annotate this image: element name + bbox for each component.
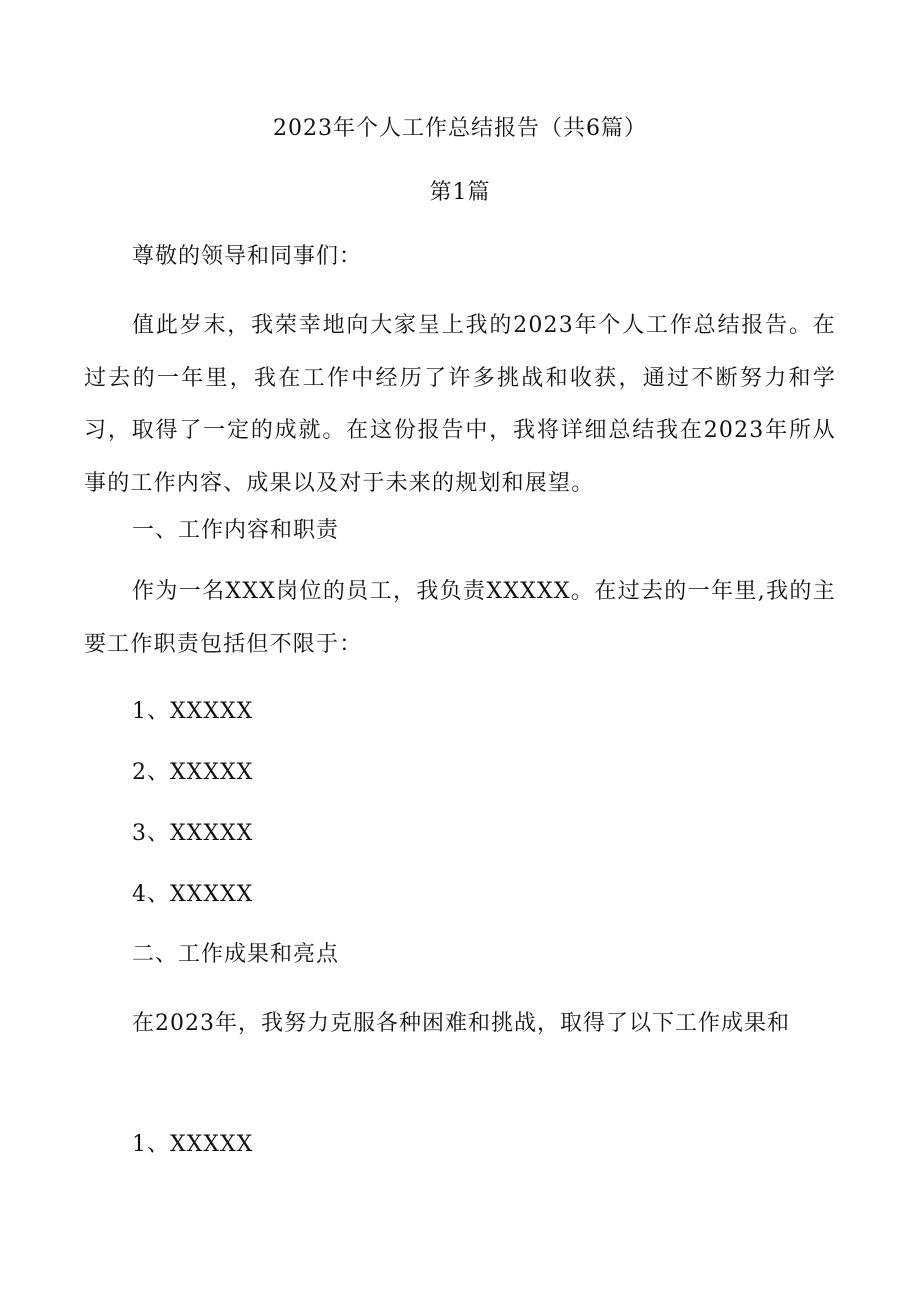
list-item: 2、XXXXX [132, 760, 254, 785]
heading-work-content: 一、工作内容和职责 [132, 518, 340, 543]
list-item: 4、XXXXX [132, 882, 254, 907]
duties-paragraph: 作为一名XXX岗位的员工，我负责XXXXX。在过去的一年里,我的主要工作职责包括但不限于： [84, 579, 836, 657]
intro-paragraph: 值此岁末，我荣幸地向大家呈上我的2023年个人工作总结报告。在过去的一年里，我在工作中经历了许多挑战和收获，通过不断努力和学习，取得了一定的成就。在这份报告中，我将详细总结我在2023年所从事的工作内容、成果以及对于未来的规划和展望。 [84, 313, 836, 496]
greeting: 尊敬的领导和同事们： [132, 244, 363, 269]
results-paragraph: 在2023年，我努力克服各种困难和挑战，取得了以下工作成果和 [132, 1011, 790, 1036]
section-label: 第1篇 [429, 180, 491, 205]
document-title: 2023年个人工作总结报告（共6篇） [273, 116, 647, 141]
list-item: 1、XXXXX [132, 1132, 254, 1157]
list-item: 1、XXXXX [132, 699, 254, 724]
heading-work-results: 二、工作成果和亮点 [132, 942, 340, 967]
list-item: 3、XXXXX [132, 821, 254, 846]
